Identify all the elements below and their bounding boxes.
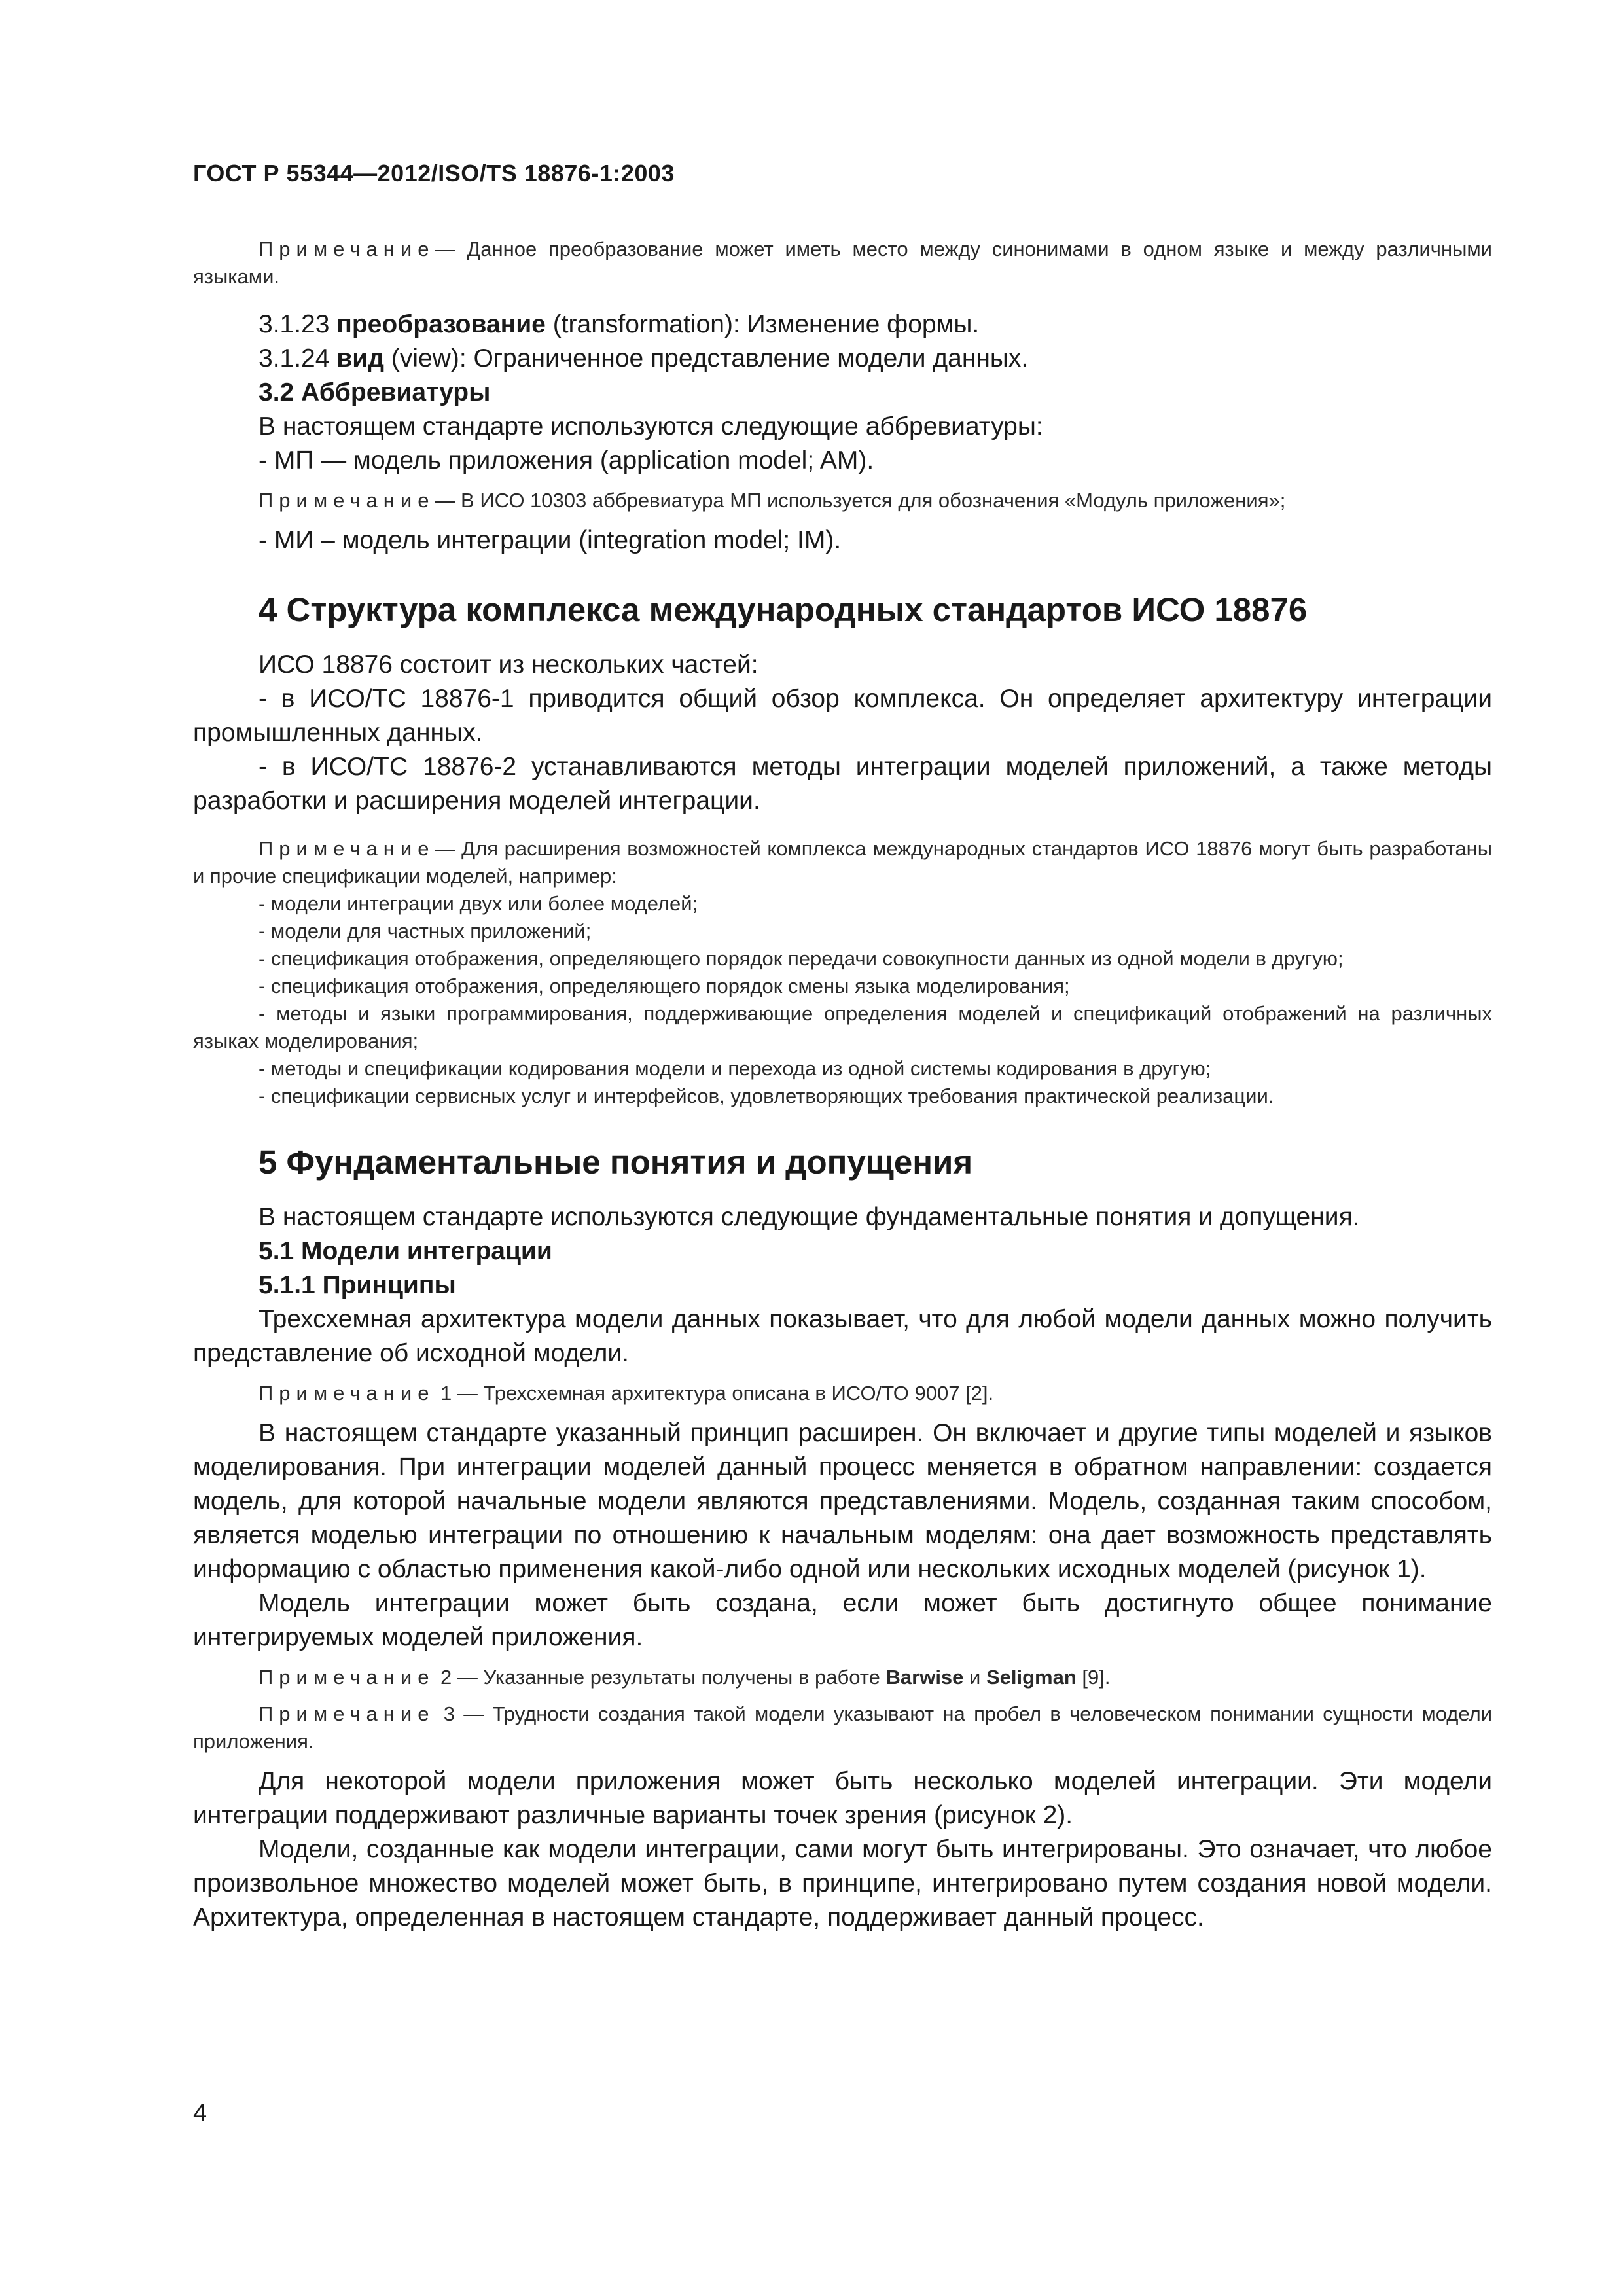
note-list-item: - модели для частных приложений;	[259, 920, 592, 942]
s511-note-1: Примечание 1 — Трехсхемная архитектура описана в ИСО/ТО 9007 [2].	[259, 1382, 994, 1405]
author-name: Seligman	[986, 1666, 1077, 1689]
heading-5-1: 5.1 Модели интеграции	[259, 1237, 552, 1265]
note-list-item: - методы и языки программирования, поддерживающие определения моделей и спецификаций отображений на различных языках моделирования;	[193, 1002, 1492, 1052]
abbr-mi: - МИ – модель интеграции (integration model; IM).	[259, 526, 842, 554]
term-name: вид	[336, 344, 384, 372]
abbr-mp: - МП — модель приложения (application model; AM).	[259, 446, 874, 475]
page-number: 4	[193, 2100, 207, 2127]
s511-paragraph-2: В настоящем стандарте указанный принцип расширен. Он включает и другие типы моделей и языков моделирования. При интеграции моделей данный процесс меняется в обратном направлении: создается модель, для которой начальные модели являются представлениями. Модель, созданная таким способом, является моделью интеграции по отношению к начальным моделям: она дает возможность представлять информацию с областью применения какой-либо одной или нескольких исходных моделей (рисунок 1).	[193, 1419, 1492, 1583]
document-header: ГОСТ Р 55344—2012/ISO/TS 18876-1:2003	[193, 160, 675, 187]
page-content	[193, 236, 1492, 1935]
note-list-item: - модели интеграции двух или более моделей;	[259, 892, 698, 915]
note-mp: Примечание— В ИСО 10303 аббревиатура МП используется для обозначения «Модуль приложения»;	[259, 489, 1286, 512]
s511-note-3: Примечание 3 — Трудности создания такой модели указывают на пробел в человеческом понимании сущности модели приложения.	[193, 1702, 1493, 1753]
note-list-item: - спецификация отображения, определяющего порядок передачи совокупности данных из одной модели в другую;	[259, 947, 1344, 970]
heading-section-4: 4 Структура комплекса международных стандартов ИСО 18876	[259, 591, 1308, 628]
abbr-intro: В настоящем стандарте используются следующие аббревиатуры:	[259, 412, 1043, 440]
heading-5-1-1: 5.1.1 Принципы	[259, 1271, 456, 1299]
s4-paragraph-1: ИСО 18876 состоит из нескольких частей:	[259, 651, 758, 679]
note-synonyms: Примечание— Данное преобразование может иметь место между синонимами в одном языке и между различными языками.	[193, 238, 1492, 288]
note-label: Примечание	[259, 238, 435, 260]
note-list-item: - методы и спецификации кодирования модели и перехода из одной системы кодирования в другую;	[259, 1057, 1211, 1080]
s4-note: Примечание— Для расширения возможностей комплекса международных стандартов ИСО 18876 могут быть разработаны и прочие спецификации моделей, например:	[193, 837, 1492, 888]
term-3-1-24: 3.1.24 вид (view): Ограниченное представление модели данных.	[259, 344, 1029, 372]
term-name: преобразование	[336, 310, 546, 338]
s4-paragraph-2: - в ИСО/ТС 18876-1 приводится общий обзор комплекса. Он определяет архитектуру интеграции промышленных данных.	[193, 685, 1492, 747]
s511-paragraph-4: Для некоторой модели приложения может быть несколько моделей интеграции. Эти модели интеграции поддерживают различные варианты точек зрения (рисунок 2).	[193, 1767, 1492, 1829]
heading-3-2: 3.2 Аббревиатуры	[259, 378, 491, 406]
s511-paragraph-1: Трехсхемная архитектура модели данных показывает, что для любой модели данных можно получить представление об исходной модели.	[193, 1305, 1492, 1367]
heading-section-5: 5 Фундаментальные понятия и допущения	[259, 1143, 973, 1181]
s5-intro: В настоящем стандарте используются следующие фундаментальные понятия и допущения.	[259, 1203, 1360, 1231]
note-list-item: - спецификации сервисных услуг и интерфейсов, удовлетворяющих требования практической реализации.	[259, 1085, 1274, 1107]
s511-paragraph-3: Модель интеграции может быть создана, если может быть достигнуто общее понимание интегрируемых моделей приложения.	[193, 1589, 1492, 1651]
term-3-1-23: 3.1.23 преобразование (transformation): Изменение формы.	[259, 310, 980, 338]
s4-paragraph-3: - в ИСО/ТС 18876-2 устанавливаются методы интеграции моделей приложений, а также методы разработки и расширения моделей интеграции.	[193, 753, 1492, 815]
note-list-item: - спецификация отображения, определяющего порядок смены языка моделирования;	[259, 975, 1070, 997]
author-name: Barwise	[885, 1666, 964, 1689]
s511-note-2: Примечание 2 — Указанные результаты получены в работе Barwise и Seligman [9].	[259, 1666, 1111, 1689]
s511-paragraph-5: Модели, созданные как модели интеграции, сами могут быть интегрированы. Это означает, что любое произвольное множество моделей может быть, в принципе, интегрировано путем создания новой модели. Архитектура, определенная в настоящем стандарте, поддерживает данный процесс.	[193, 1835, 1492, 1931]
